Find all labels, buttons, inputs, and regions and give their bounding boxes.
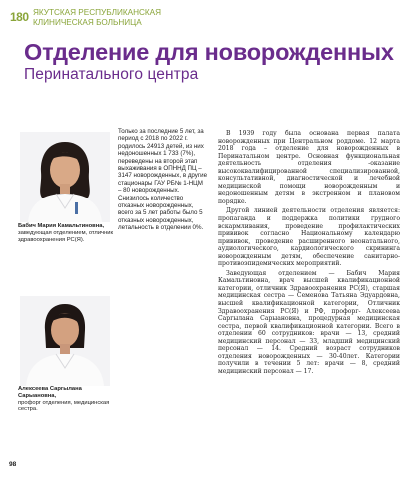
hospital-name-line2: КЛИНИЧЕСКАЯ БОЛЬНИЦА — [33, 17, 142, 27]
portrait-photo-babich — [20, 132, 110, 222]
caption-babich-name: Бабич Мария Камальтиновна, — [18, 223, 105, 229]
hospital-name-line1: ЯКУТСКАЯ РЕСПУБЛИКАНСКАЯ — [33, 8, 162, 17]
portrait-photo-alekseeva — [20, 296, 110, 386]
hospital-name — [33, 8, 161, 27]
page-number: 98 — [9, 461, 17, 468]
caption-babich — [18, 223, 114, 243]
article-paragraph: В 1939 году была основана первая палата новорожденных при Центральном роддоме. 12 марта 2018 года – отделение для новорожденных в Перинатальном центре. Основная функциональная деятельность отделения -оказание высококвалифицированной специализированной, консультативной, диагностической и лечебной медицинской помощи новорожденным и недоношенным детям в экстренном и плановом порядке. — [218, 130, 400, 205]
hospital-logo: 180 — [10, 10, 29, 24]
caption-alekseeva-role: профорг отделения, медицинская сестра. — [18, 399, 110, 413]
article-body — [218, 130, 400, 378]
article-paragraph: Другой линией деятельности отделения является: пропаганда и поддержка политики грудного вскармливания, проведение профилактических прививок согласно Национальному календарю прививок, проведение расширенного неонатального, аудиологического, кардиологического скрининга новорожденным детям, обеспечение санитарно-противоэпидемических мероприятий. — [218, 207, 400, 268]
page-subtitle: Перинатального центра — [24, 66, 199, 83]
caption-alekseeva-name: Алексеева Саргылана Сарыановна, — [18, 386, 82, 399]
caption-babich-role: заведующая отделением, отличник здравоохранения РС(Я). — [18, 229, 114, 243]
caption-alekseeva — [18, 386, 114, 413]
page-title: Отделение для новорожденных — [24, 39, 394, 65]
article-paragraph: Заведующая отделением — Бабич Мария Камальтиновна, врач высшей квалификационной категории, отличник Здравоохранения РС(Я), старшая медицинская сестра — Семенова Татьяна Эдуардовна, высшей квалификационной категории, Отличник Здравоохранения РС(Я) и РФ, профорг- Алексеева Саргылана Сарыановна, процедурная медицинская сестра, первой квалификационной категории. Всего в отделении 60 сотрудников: врачи — 13, средний медицинский персонал — 33, младший медицинский персонал — 14. Средний возраст сотрудников отделения новорожденных — 30-40лет. Категории получили в течении 5 лет: врачи — 8, средний медицинский персонал — 17. — [218, 269, 400, 375]
statistics-sidebar: Только за последние 5 лет, за период с 2018 по 2022 г. родилось 24913 детей, из них недоношенных 1 733 (7%), переведены на второй этап выхаживания в ОПННД ПЦ – 3147 новорожденных, в другие стационары ГАУ РБ№ 1-НЦМ – 80 новорожденных. Снизилось количество отказных новорожденных, всего за 5 лет работы было 5 отказных новорожденных, летальность в отделении 0%. — [118, 128, 208, 232]
